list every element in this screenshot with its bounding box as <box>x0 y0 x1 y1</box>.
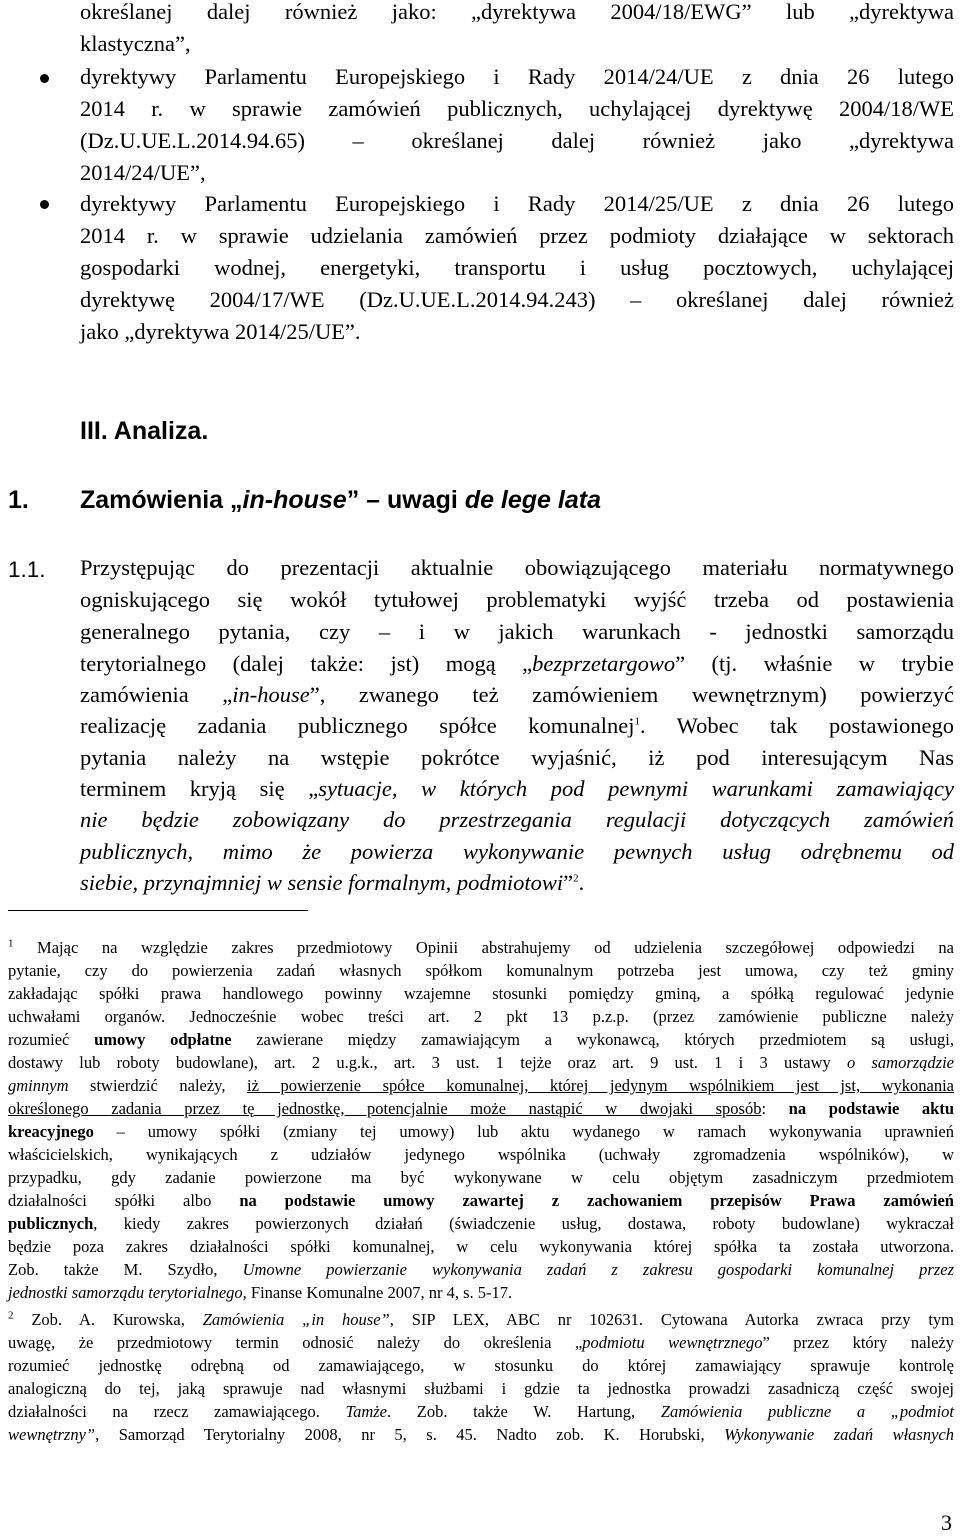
section-heading: III. Analiza. <box>80 417 209 445</box>
paragraph-line: nie będzie zobowiązany do przestrzegania regulacji dotyczących zamówień <box>80 807 954 832</box>
paragraph-line: terytorialnego (dalej także: jst) mogą „bezprzetargowo” (tj. właśnie w trybie <box>80 651 955 676</box>
paragraph-line: siebie, przynajmniej w sensie formalnym, podmiotowi”$^2$. <box>80 870 585 895</box>
footnote-line: $^1$ Mając na względzie zakres przedmiotowy Opinii abstrahujemy od udzielenia szczegółowej odpowiedzi na <box>8 937 954 957</box>
footnote-line: $^2$ Zob. A. Kurowska, Zamówienia „in house”, SIP LEX, ABC nr 102631. Cytowana Autorka zwraca przy tym <box>8 1309 954 1329</box>
bullet-icon <box>40 74 49 83</box>
subheading <box>80 483 601 517</box>
footnote-marker: 1 <box>8 937 14 950</box>
footnote-ref[interactable]: 2 <box>573 872 579 885</box>
list-line: (Dz.U.UE.L.2014.94.65) – określanej dalej również jako „dyrektywa <box>80 128 954 153</box>
footnote-line: określonego zadania przez tę jednostkę, potencjalnie może nastąpić w dwojaki sposób: na podstawie aktu <box>8 1099 954 1118</box>
paragraph-line: publicznych, mimo że powierza wykonywanie pewnych usług odrębnemu od <box>80 839 954 864</box>
list-line: określanej dalej również jako: „dyrektywa 2004/18/EWG” lub „dyrektywa <box>80 0 954 24</box>
footnote-line: będzie poza zakres działalności spółki komunalnej, w celu wykonywania której spółka ta została utworzona. <box>8 1237 954 1256</box>
footnote-line: działalności spółki albo na podstawie umowy zawartej z zachowaniem przepisów Prawa zamówień <box>8 1191 954 1210</box>
footnote-line: jednostki samorządu terytorialnego, Finanse Komunalne 2007, nr 4, s. 5-17. <box>8 1283 513 1302</box>
footnote-line: pytanie, czy do powierzenia zadań własnych spółkom komunalnym potrzeba jest umowa, czy też gminy <box>8 961 954 980</box>
footnote-line: rozumieć umowy odpłatne zawierane między zamawiającym a wykonawcą, których przedmiotem są usługi, <box>8 1030 954 1049</box>
list-line: klastyczna”, <box>80 31 191 56</box>
list-line: gospodarki wodnej, energetyki, transportu i usług pocztowych, uchylającej <box>80 255 954 280</box>
footnote-line: uchwałami organów. Jednocześnie wobec treści art. 2 pkt 13 p.z.p. (przez zamówienie publiczne należy <box>8 1007 954 1026</box>
subheading-italic: de lege lata <box>464 486 601 514</box>
page-number: 3 <box>941 1510 952 1535</box>
bullet-icon <box>40 200 49 209</box>
paragraph-line: pytania należy na wstępie pokrótce wyjaśnić, iż pod interesującym Nas <box>80 745 954 770</box>
paragraph-line: terminem kryją się „sytuacje, w których pod pewnymi warunkami zamawiający <box>80 776 954 801</box>
paragraph-line: zamówienia „in-house”, zwanego też zamówieniem wewnętrznym) powierzyć <box>80 682 954 707</box>
paragraph-line: Przystępując do prezentacji aktualnie obowiązującego materiału normatywnego <box>80 555 954 580</box>
footnote-line: rozumieć jednostkę odrębną od zamawiającego, w stosunku do której zamawiający sprawuje kontrolę <box>8 1356 954 1375</box>
footnote-line: działalności na rzecz zamawiającego. Tamże. Zob. także W. Hartung, Zamówienia publiczne a „podmiot <box>8 1402 954 1421</box>
list-line: 2014/24/UE”, <box>80 160 206 185</box>
subheading-text: Zamówienia „ <box>80 486 243 514</box>
subheading-number: 1. <box>8 486 29 514</box>
list-line: jako „dyrektywa 2014/25/UE”. <box>80 319 361 344</box>
footnote-marker: 2 <box>8 1309 14 1322</box>
paragraph-number: 1.1. <box>8 557 46 582</box>
subheading-text: ” – uwagi <box>346 486 465 514</box>
footnote-ref[interactable]: 1 <box>634 715 640 728</box>
footnote-line: analogiczną do tej, jaką sprawuje nad własnymi służbami i gdzie ta jednostka prowadzi zasadniczą część swojej <box>8 1379 954 1398</box>
list-line: dyrektywy Parlamentu Europejskiego i Rady 2014/25/UE z dnia 26 lutego <box>80 191 954 216</box>
footnote-line: wewnętrzny”, Samorząd Terytorialny 2008, nr 5, s. 45. Nadto zob. K. Horubski, Wykonywanie zadań własnych <box>8 1425 954 1444</box>
footnote-line: dostawy lub roboty budowlane), art. 2 u.g.k., art. 3 ust. 1 tejże oraz art. 9 ust. 1 i 3 ustawy o samorządzie <box>8 1053 954 1072</box>
footnote-line: Zob. także M. Szydło, Umowne powierzanie wykonywania zadań z zakresu gospodarki komunalnej przez <box>8 1260 954 1279</box>
paragraph-line: generalnego pytania, czy – i w jakich warunkach - jednostki samorządu <box>80 619 954 644</box>
list-line: dyrektywy Parlamentu Europejskiego i Rady 2014/24/UE z dnia 26 lutego <box>80 64 954 89</box>
footnote-line: uwagę, że przedmiotowy termin odnosić należy do określenia „podmiotu wewnętrznego” przez który należy <box>8 1333 954 1352</box>
footnote-line: gminnym stwierdzić należy, iż powierzenie spółce komunalnej, której jedynym wspólnikiem jest jst, wykonania <box>8 1076 954 1095</box>
list-line: 2014 r. w sprawie zamówień publicznych, uchylającej dyrektywę 2004/18/WE <box>80 96 954 121</box>
paragraph-line: realizację zadania publicznego spółce komunalnej$^1$. Wobec tak postawionego <box>80 713 954 738</box>
list-line: dyrektywę 2004/17/WE (Dz.U.UE.L.2014.94.243) – określanej dalej również <box>80 287 954 312</box>
footnote-line: przypadku, gdy zadanie powierzone ma być wykonywane w celu objętym zasadniczym przedmiotem <box>8 1168 954 1187</box>
footnote-line: publicznych, kiedy zakres powierzonych działań (świadczenie usług, dostawa, roboty budowlane) wykraczał <box>8 1214 954 1233</box>
list-line: 2014 r. w sprawie udzielania zamówień przez podmioty działające w sektorach <box>80 223 954 248</box>
paragraph-line: ogniskującego się wokół tytułowej problematyki wyjść trzeba od postawienia <box>80 587 954 612</box>
footnote-line: zakładając spółki prawa handlowego powinny wzajemne stosunki pomiędzy gminą, a spółką regulować jedynie <box>8 984 954 1003</box>
footnote-separator <box>8 910 308 911</box>
subheading-italic: in-house <box>242 486 347 514</box>
footnote-line: właścicielskich, wynikających z udziałów jedynego wspólnika (uchwały zgromadzenia wspólników), w <box>8 1145 954 1164</box>
footnote-line: kreacyjnego – umowy spółki (zmiany tej umowy) lub aktu wydanego w ramach wykonywania uprawnień <box>8 1122 954 1141</box>
